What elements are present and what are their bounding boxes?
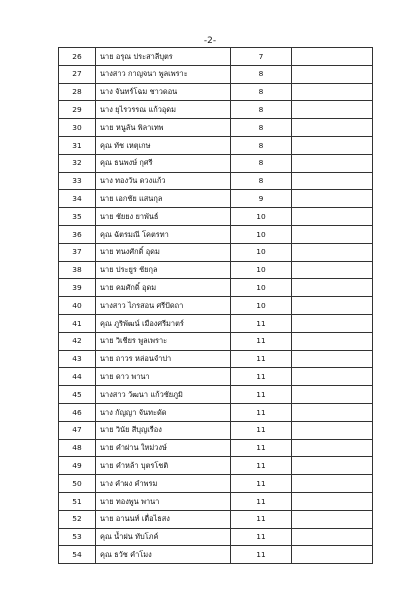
value-cell: 11 [231,421,292,439]
person-name-cell: นาย วิเชียร พูลเพราะ [96,332,231,350]
row-number-cell: 29 [59,101,96,119]
row-number-cell: 51 [59,492,96,510]
person-name-cell: คุณ ธนพงษ์ กุศรี [96,154,231,172]
blank-cell [292,119,373,137]
value-cell: 8 [231,136,292,154]
row-number-cell: 45 [59,386,96,404]
blank-cell [292,421,373,439]
row-number-cell: 48 [59,439,96,457]
table-row [59,421,373,439]
person-name-cell: นาง จันทร์โฉม ชาวดอน [96,83,231,101]
table-row [59,190,373,208]
blank-cell [292,83,373,101]
row-number-cell: 27 [59,65,96,83]
row-number-cell: 31 [59,136,96,154]
value-cell: 11 [231,403,292,421]
value-cell: 8 [231,154,292,172]
person-name-cell: นาย คมศักดิ์ อุดม [96,279,231,297]
row-number-cell: 38 [59,261,96,279]
blank-cell [292,386,373,404]
blank-cell [292,368,373,386]
table-row [59,279,373,297]
roster-table [58,47,373,564]
person-name-cell: นาย ชัยยง ยาพันธ์ [96,208,231,226]
blank-cell [292,65,373,83]
row-number-cell: 47 [59,421,96,439]
row-number-cell: 28 [59,83,96,101]
blank-cell [292,190,373,208]
value-cell: 8 [231,83,292,101]
row-number-cell: 50 [59,475,96,493]
table-row [59,386,373,404]
value-cell: 7 [231,48,292,66]
table-row [59,172,373,190]
value-cell: 8 [231,172,292,190]
blank-cell [292,154,373,172]
row-number-cell: 42 [59,332,96,350]
value-cell: 8 [231,119,292,137]
value-cell: 11 [231,386,292,404]
roster-table-body [59,48,373,564]
blank-cell [292,492,373,510]
row-number-cell: 39 [59,279,96,297]
person-name-cell: นางสาว วัฒนา แก้วชัยภูมิ [96,386,231,404]
row-number-cell: 43 [59,350,96,368]
table-row [59,48,373,66]
value-cell: 11 [231,492,292,510]
person-name-cell: นาย หนูลัน พิลาเทพ [96,119,231,137]
value-cell: 11 [231,546,292,564]
value-cell: 10 [231,225,292,243]
blank-cell [292,332,373,350]
blank-cell [292,279,373,297]
person-name-cell: นาย คำผ่าน ใหม่วงษ์ [96,439,231,457]
table-row [59,225,373,243]
page-number: -2- [203,36,217,46]
table-row [59,83,373,101]
person-name-cell: คุณ ทัช เหตุเกษ [96,136,231,154]
table-row [59,208,373,226]
row-number-cell: 49 [59,457,96,475]
value-cell: 11 [231,457,292,475]
row-number-cell: 26 [59,48,96,66]
blank-cell [292,314,373,332]
row-number-cell: 30 [59,119,96,137]
blank-cell [292,510,373,528]
person-name-cell: นาง คำผง คำพรม [96,475,231,493]
table-row [59,119,373,137]
table-row [59,457,373,475]
table-row [59,439,373,457]
blank-cell [292,172,373,190]
blank-cell [292,546,373,564]
value-cell: 11 [231,314,292,332]
table-row [59,101,373,119]
person-name-cell: นาง ยุไรวรรณ แก้วอุดม [96,101,231,119]
value-cell: 9 [231,190,292,208]
row-number-cell: 54 [59,546,96,564]
person-name-cell: คุณ ฉัตรมณี โคตรทา [96,225,231,243]
blank-cell [292,403,373,421]
table-row [59,136,373,154]
table-row [59,297,373,315]
blank-cell [292,475,373,493]
person-name-cell: นาย ทนงศักดิ์ อุดม [96,243,231,261]
value-cell: 10 [231,279,292,297]
value-cell: 8 [231,65,292,83]
table-row [59,350,373,368]
person-name-cell: คุณ ธวัช คำโมง [96,546,231,564]
blank-cell [292,208,373,226]
row-number-cell: 35 [59,208,96,226]
blank-cell [292,439,373,457]
person-name-cell: นาย อรุณ ประสาลีบุตร [96,48,231,66]
blank-cell [292,457,373,475]
row-number-cell: 44 [59,368,96,386]
value-cell: 8 [231,101,292,119]
value-cell: 10 [231,261,292,279]
blank-cell [292,225,373,243]
value-cell: 10 [231,208,292,226]
blank-cell [292,101,373,119]
value-cell: 11 [231,528,292,546]
row-number-cell: 52 [59,510,96,528]
person-name-cell: นางสาว กาญจนา พูลเพราะ [96,65,231,83]
table-row [59,261,373,279]
table-row [59,368,373,386]
row-number-cell: 37 [59,243,96,261]
row-number-cell: 34 [59,190,96,208]
table-row [59,65,373,83]
row-number-cell: 40 [59,297,96,315]
value-cell: 11 [231,475,292,493]
row-number-cell: 46 [59,403,96,421]
value-cell: 11 [231,439,292,457]
table-row [59,243,373,261]
person-name-cell: คุณ น้ำฝน ทับโภค์ [96,528,231,546]
table-row [59,314,373,332]
table-row [59,475,373,493]
person-name-cell: นาย เอกชัย แสนกุล [96,190,231,208]
table-row [59,510,373,528]
person-name-cell: นาย ทองพูน พานา [96,492,231,510]
blank-cell [292,136,373,154]
value-cell: 10 [231,243,292,261]
row-number-cell: 33 [59,172,96,190]
value-cell: 11 [231,510,292,528]
person-name-cell: นาย ประยูร ชัยกุล [96,261,231,279]
blank-cell [292,48,373,66]
blank-cell [292,261,373,279]
person-name-cell: นาง กัญญา จันทะดัด [96,403,231,421]
table-row [59,528,373,546]
blank-cell [292,297,373,315]
row-number-cell: 32 [59,154,96,172]
person-name-cell: นาย อานนท์ เตื่อไธสง [96,510,231,528]
blank-cell [292,350,373,368]
value-cell: 11 [231,350,292,368]
row-number-cell: 53 [59,528,96,546]
person-name-cell: นางสาว ไกรสอน ศรีปัดถา [96,297,231,315]
value-cell: 10 [231,297,292,315]
value-cell: 11 [231,332,292,350]
table-row [59,332,373,350]
person-name-cell: นาย ดาว พานา [96,368,231,386]
person-name-cell: นาย วินัย สีบุญเรือง [96,421,231,439]
person-name-cell: คุณ ภูริพัฒน์ เมืองศรีมาตร์ [96,314,231,332]
table-row [59,546,373,564]
table-row [59,403,373,421]
person-name-cell: นาง ทองวัน ดวงแก้ว [96,172,231,190]
person-name-cell: นาย คำหล้า บุตรโชติ [96,457,231,475]
person-name-cell: นาย ถาวร หล่อนจำปา [96,350,231,368]
row-number-cell: 36 [59,225,96,243]
table-row [59,154,373,172]
row-number-cell: 41 [59,314,96,332]
value-cell: 11 [231,368,292,386]
blank-cell [292,528,373,546]
table-row [59,492,373,510]
blank-cell [292,243,373,261]
